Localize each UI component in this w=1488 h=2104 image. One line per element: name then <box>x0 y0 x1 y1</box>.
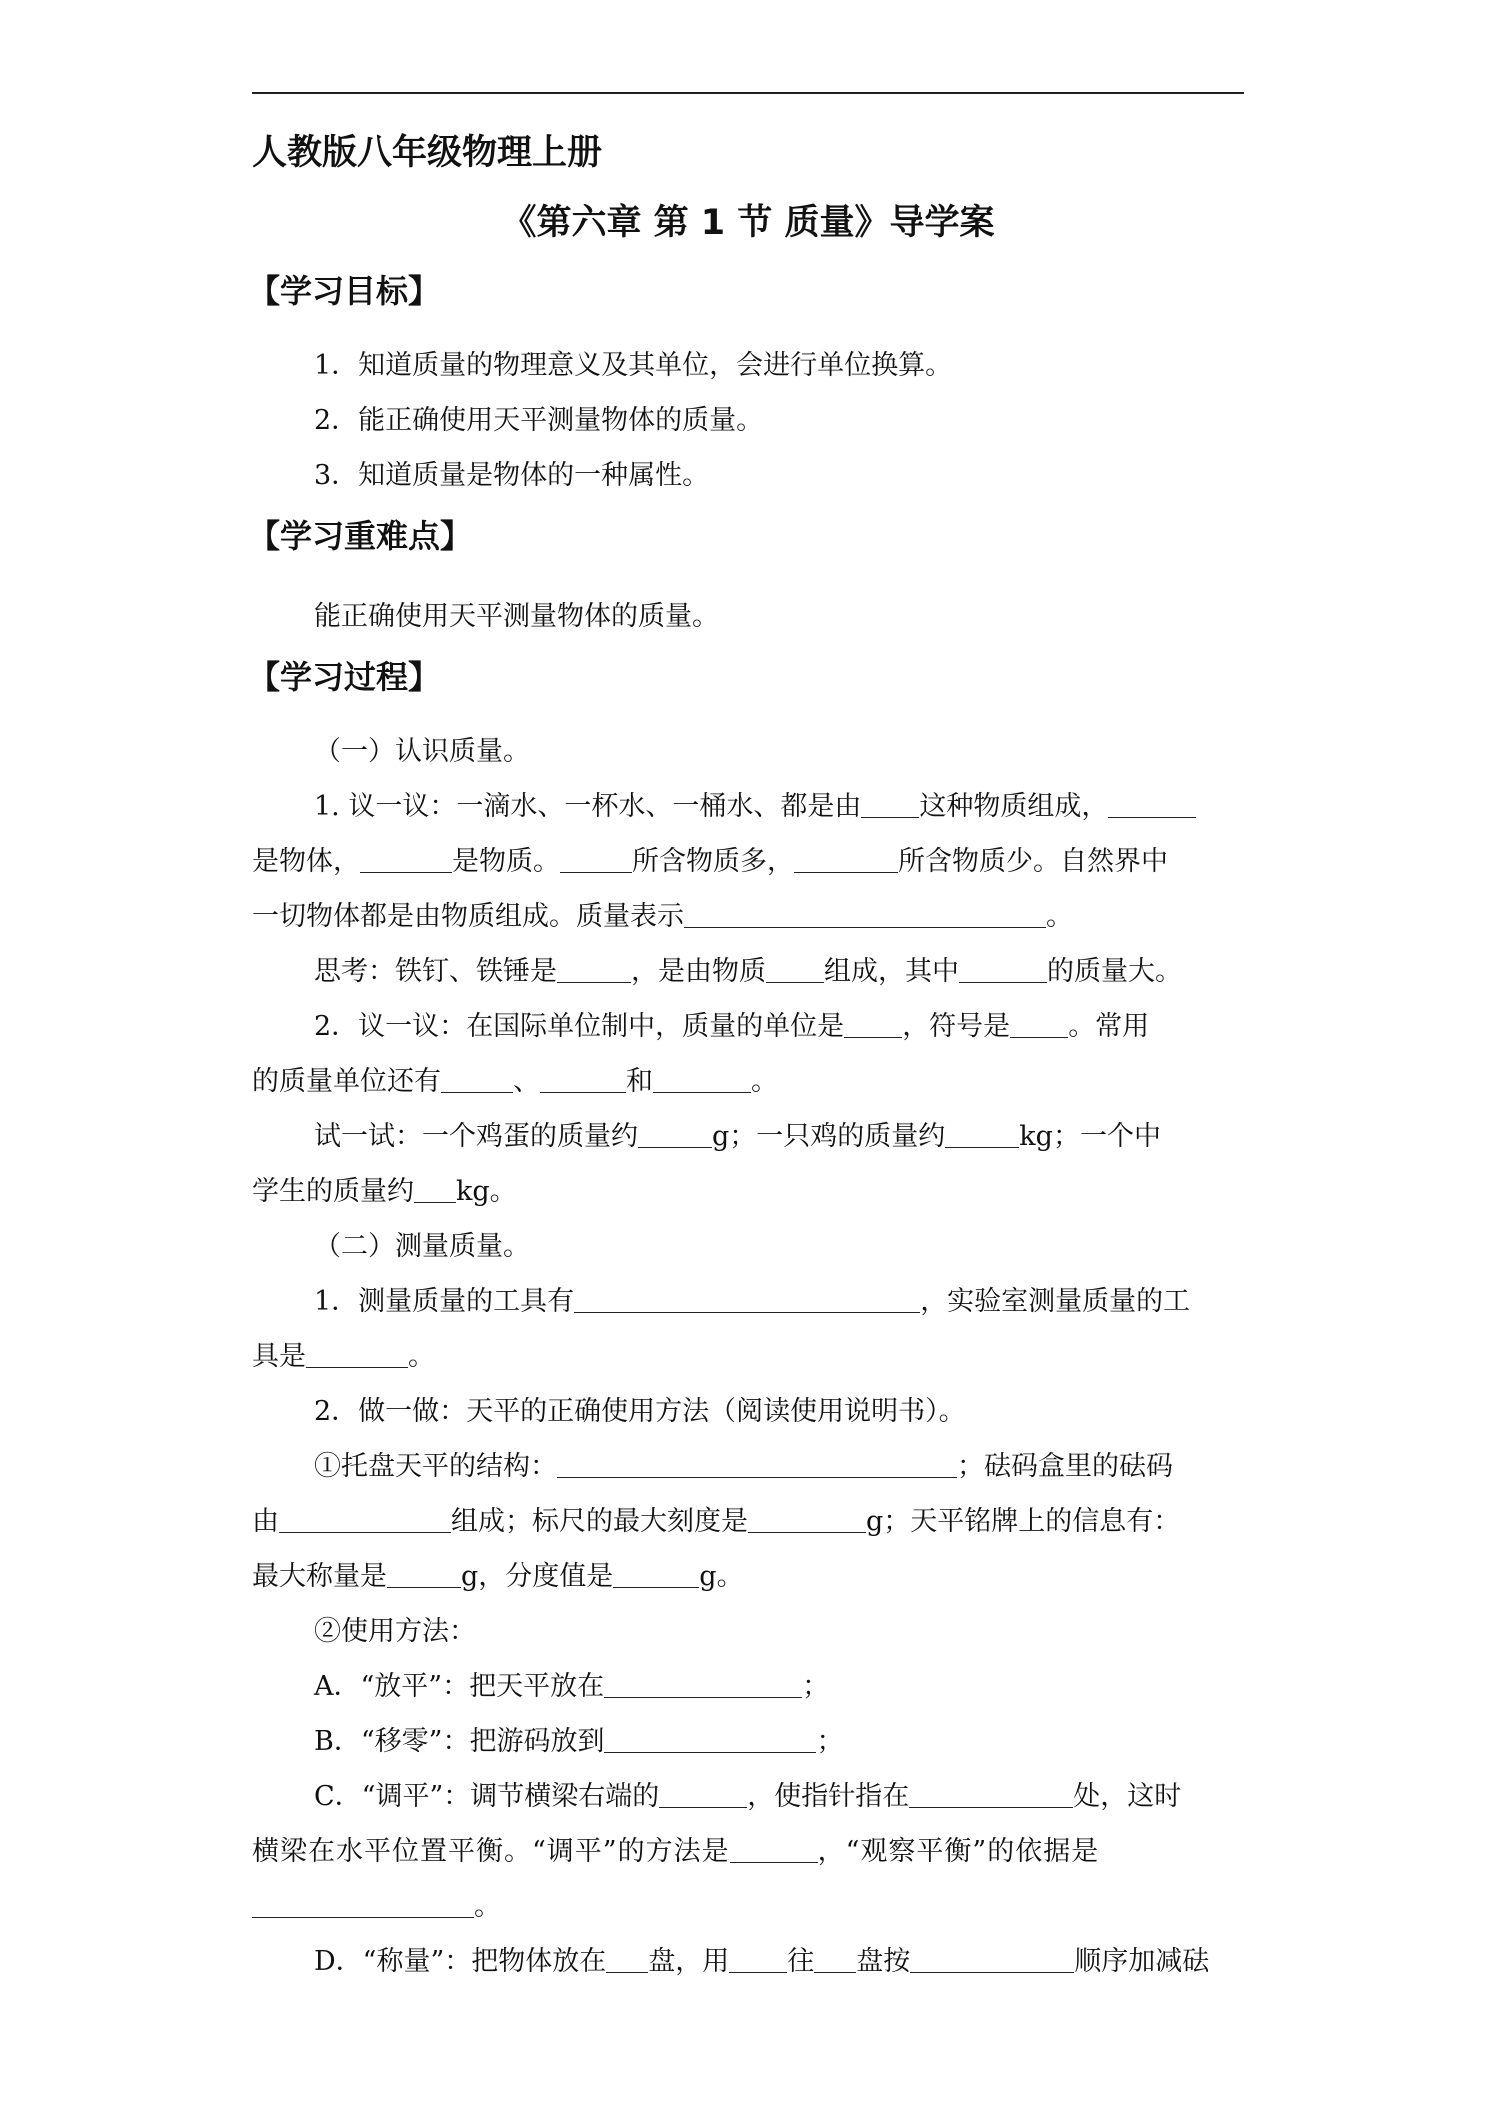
answer-blank[interactable] <box>748 1499 866 1533</box>
question-line: 2．议一议：在国际单位制中，质量的单位是 ，符号是 。常用 <box>252 999 1244 1054</box>
answer-blank[interactable] <box>613 1554 699 1588</box>
question-line: 1．测量质量的工具有 ，实验室测量质量的工 <box>252 1274 1244 1329</box>
question-line: 试一试：一个鸡蛋的质量约 g；一只鸡的质量约 kg；一个中 <box>252 1109 1244 1164</box>
objective-item: 3．知道质量是物体的一种属性。 <box>314 460 710 491</box>
answer-blank[interactable] <box>604 1719 816 1753</box>
question-line: 一切物体都是由物质组成。质量表示 。 <box>252 889 1244 944</box>
answer-blank[interactable] <box>861 784 919 818</box>
part1-title: （一）认识质量。 <box>314 736 530 767</box>
answer-blank[interactable] <box>540 1059 626 1093</box>
worksheet <box>248 118 1244 1989</box>
page-title: 《第六章 第 1 节 质量》导学案 <box>501 203 995 243</box>
answer-blank[interactable] <box>414 1169 456 1203</box>
answer-blank[interactable] <box>945 1114 1019 1148</box>
objective-item: 1．知道质量的物理意义及其单位，会进行单位换算。 <box>314 350 953 381</box>
keypoints-heading: 【学习重难点】 <box>248 517 473 555</box>
answer-blank[interactable] <box>730 1829 818 1863</box>
answer-blank[interactable] <box>814 1939 856 1973</box>
answer-blank[interactable] <box>1108 784 1196 818</box>
question-line: 的质量单位还有 、 和 。 <box>252 1054 1244 1109</box>
answer-blank[interactable] <box>766 949 824 983</box>
answer-blank[interactable] <box>638 1114 712 1148</box>
header-rule <box>252 92 1244 94</box>
answer-blank[interactable] <box>604 1664 802 1698</box>
answer-blank[interactable] <box>729 1939 787 1973</box>
answer-blank[interactable] <box>909 1774 1073 1808</box>
question-line: B．“移零”：把游码放到 ； <box>252 1714 1244 1769</box>
question-line: 学生的质量约 kg。 <box>252 1164 1244 1219</box>
answer-blank[interactable] <box>653 1059 751 1093</box>
answer-blank[interactable] <box>574 1279 920 1313</box>
answer-blank[interactable] <box>1010 1004 1068 1038</box>
question-line: 。 <box>252 1879 1244 1934</box>
part2-title: （二）测量质量。 <box>314 1231 530 1262</box>
answer-blank[interactable] <box>959 949 1047 983</box>
series-title: 人教版八年级物理上册 <box>252 133 603 173</box>
objectives-heading: 【学习目标】 <box>248 272 441 310</box>
question-line: 由 组成；标尺的最大刻度是 g；天平铭牌上的信息有： <box>252 1494 1244 1549</box>
answer-blank[interactable] <box>557 1444 957 1478</box>
answer-blank[interactable] <box>560 839 632 873</box>
answer-blank[interactable] <box>252 1884 474 1918</box>
answer-blank[interactable] <box>794 839 898 873</box>
answer-blank[interactable] <box>910 1939 1074 1973</box>
answer-blank[interactable] <box>306 1334 408 1368</box>
question-line: 横梁在水平位置平衡。“调平”的方法是 ，“观察平衡”的依据是 <box>252 1824 1244 1879</box>
question-line: D．“称量”：把物体放在 盘，用 往 盘按 顺序加减砝 <box>252 1934 1244 1989</box>
answer-blank[interactable] <box>684 894 1046 928</box>
process-heading: 【学习过程】 <box>248 658 441 696</box>
answer-blank[interactable] <box>606 1939 648 1973</box>
question-line: ②使用方法： <box>314 1616 476 1647</box>
answer-blank[interactable] <box>387 1554 461 1588</box>
answer-blank[interactable] <box>659 1774 747 1808</box>
keypoints-text: 能正确使用天平测量物体的质量。 <box>314 601 719 632</box>
question-line: A．“放平”：把天平放在 ； <box>252 1659 1244 1714</box>
answer-blank[interactable] <box>557 949 631 983</box>
answer-blank[interactable] <box>441 1059 513 1093</box>
answer-blank[interactable] <box>279 1499 451 1533</box>
objective-item: 2．能正确使用天平测量物体的质量。 <box>314 405 764 436</box>
answer-blank[interactable] <box>360 839 452 873</box>
question-line: C．“调平”：调节横梁右端的 ，使指针指在 处，这时 <box>252 1769 1244 1824</box>
question-line: 2．做一做：天平的正确使用方法（阅读使用说明书）。 <box>314 1396 966 1427</box>
question-line: ①托盘天平的结构： ；砝码盒里的砝码 <box>252 1439 1244 1494</box>
question-line: 1. 议一议：一滴水、一杯水、一桶水、都是由 这种物质组成， <box>252 779 1244 834</box>
answer-blank[interactable] <box>844 1004 902 1038</box>
question-line: 具是 。 <box>252 1329 1244 1384</box>
question-line: 最大称量是 g，分度值是 g。 <box>252 1549 1244 1604</box>
question-line: 思考：铁钉、铁锤是 ，是由物质 组成，其中 的质量大。 <box>252 944 1244 999</box>
question-line: 是物体， 是物质。 所含物质多， 所含物质少。自然界中 <box>252 834 1244 889</box>
